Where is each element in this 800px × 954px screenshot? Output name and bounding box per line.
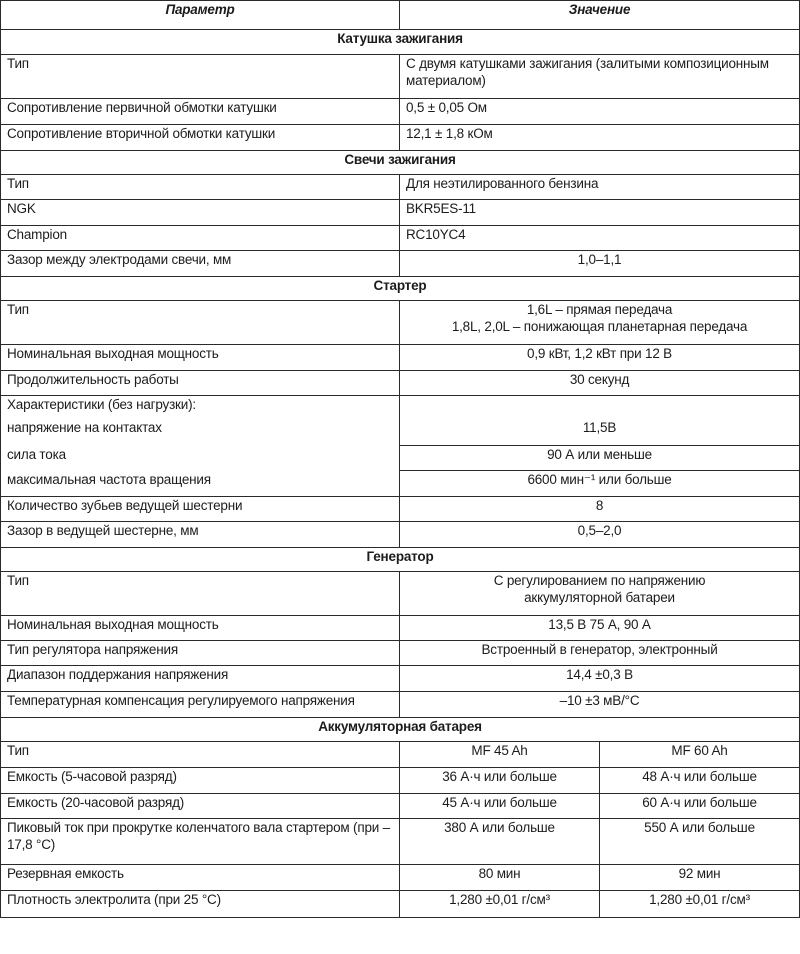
starter-rpm-label: максимальная частота вращения	[1, 471, 400, 497]
battery-cap5-a: 36 А·ч или больше	[400, 768, 600, 794]
coil-primary-value: 0,5 ± 0,05 Ом	[400, 99, 800, 125]
battery-cap20-label: Емкость (20-часовой разряд)	[1, 794, 400, 819]
coil-primary-label: Сопротивление первичной обмотки катушки	[1, 99, 400, 125]
plugs-champion-value: RC10YC4	[400, 226, 800, 251]
battery-cap20-b: 60 А·ч или больше	[600, 794, 800, 819]
table-row	[1, 200, 800, 226]
battery-cap20-a: 45 А·ч или больше	[400, 794, 600, 819]
battery-peak-a: 380 А или больше	[400, 819, 600, 865]
starter-teeth-label: Количество зубьев ведущей шестерни	[1, 497, 400, 522]
table-row	[1, 251, 800, 277]
plugs-type-label: Тип	[1, 175, 400, 200]
battery-reserve-label: Резервная емкость	[1, 865, 400, 891]
starter-power-value: 0,9 кВт, 1,2 кВт при 12 В	[400, 345, 800, 371]
table-row	[1, 446, 800, 471]
table-row	[1, 572, 800, 616]
starter-gear-gap-value: 0,5–2,0	[400, 522, 800, 548]
battery-type-a: MF 45 Ah	[400, 742, 600, 768]
section-battery-title: Аккумуляторная батарея	[1, 718, 800, 742]
battery-reserve-a: 80 мин	[400, 865, 600, 891]
starter-gear-gap-label: Зазор в ведущей шестерне, мм	[1, 522, 400, 548]
table-row	[1, 865, 800, 891]
coil-type-label: Тип	[1, 55, 400, 99]
header-value: Значение	[400, 1, 800, 30]
starter-type-value	[400, 301, 800, 345]
table-row	[1, 891, 800, 918]
starter-type-value-line2: 1,8L, 2,0L – понижающая планетарная передача	[451, 319, 748, 334]
starter-voltage-value: 11,5В	[400, 419, 800, 446]
plugs-ngk-label: NGK	[1, 200, 400, 226]
section-coil-title: Катушка зажигания	[1, 30, 800, 55]
generator-temp-label: Температурная компенсация регулируемого напряжения	[1, 692, 400, 718]
generator-temp-value: –10 ±3 мВ/°С	[400, 692, 800, 718]
battery-type-label: Тип	[1, 742, 400, 768]
generator-power-label: Номинальная выходная мощность	[1, 616, 400, 641]
starter-duration-label: Продолжительность работы	[1, 371, 400, 396]
starter-teeth-value: 8	[400, 497, 800, 522]
table-row	[1, 768, 800, 794]
starter-type-value-line1: 1,6L – прямая передача	[526, 302, 673, 317]
header-row	[1, 1, 800, 30]
section-row	[1, 30, 800, 55]
table-row	[1, 226, 800, 251]
table-row	[1, 641, 800, 666]
coil-type-value: С двумя катушками зажигания (залитыми композиционным материалом)	[400, 55, 800, 99]
table-row	[1, 522, 800, 548]
generator-type-value: С регулированием по напряжению аккумуляторной батареи	[400, 572, 800, 616]
section-row	[1, 548, 800, 572]
generator-range-value: 14,4 ±0,3 В	[400, 666, 800, 692]
plugs-gap-value: 1,0–1,1	[400, 251, 800, 277]
section-row	[1, 718, 800, 742]
battery-density-label: Плотность электролита (при 25 °С)	[1, 891, 400, 918]
plugs-gap-label: Зазор между электродами свечи, мм	[1, 251, 400, 277]
starter-noload-empty	[400, 396, 800, 419]
table-row	[1, 371, 800, 396]
battery-type-b: MF 60 Ah	[600, 742, 800, 768]
starter-duration-value: 30 секунд	[400, 371, 800, 396]
battery-cap5-b: 48 А·ч или больше	[600, 768, 800, 794]
starter-voltage-label: напряжение на контактах	[1, 419, 400, 446]
table-row	[1, 99, 800, 125]
generator-regulator-label: Тип регулятора напряжения	[1, 641, 400, 666]
section-starter-title: Стартер	[1, 277, 800, 301]
section-row	[1, 277, 800, 301]
plugs-type-value: Для неэтилированного бензина	[400, 175, 800, 200]
starter-current-label: сила тока	[1, 446, 400, 471]
battery-density-b: 1,280 ±0,01 г/см³	[600, 891, 800, 918]
plugs-champion-label: Champion	[1, 226, 400, 251]
table-row	[1, 396, 800, 419]
table-row	[1, 794, 800, 819]
generator-power-value: 13,5 В 75 А, 90 А	[400, 616, 800, 641]
section-row	[1, 151, 800, 175]
battery-reserve-b: 92 мин	[600, 865, 800, 891]
table-row	[1, 301, 800, 345]
table-row	[1, 345, 800, 371]
table-row	[1, 55, 800, 99]
table-row	[1, 742, 800, 768]
plugs-ngk-value: BKR5ES-11	[400, 200, 800, 226]
starter-power-label: Номинальная выходная мощность	[1, 345, 400, 371]
battery-peak-b: 550 А или больше	[600, 819, 800, 865]
table-row	[1, 616, 800, 641]
generator-regulator-value: Встроенный в генератор, электронный	[400, 641, 800, 666]
table-row	[1, 419, 800, 446]
table-row	[1, 692, 800, 718]
generator-range-label: Диапазон поддержания напряжения	[1, 666, 400, 692]
starter-rpm-value: 6600 мин⁻¹ или больше	[400, 471, 800, 497]
table-row	[1, 497, 800, 522]
starter-current-value: 90 А или меньше	[400, 446, 800, 471]
coil-secondary-label: Сопротивление вторичной обмотки катушки	[1, 125, 400, 151]
battery-cap5-label: Емкость (5-часовой разряд)	[1, 768, 400, 794]
header-param: Параметр	[1, 1, 400, 30]
table-row	[1, 175, 800, 200]
battery-peak-label: Пиковый ток при прокрутке коленчатого вала стартером (при –17,8 °С)	[1, 819, 400, 865]
section-generator-title: Генератор	[1, 548, 800, 572]
coil-secondary-value: 12,1 ± 1,8 кОм	[400, 125, 800, 151]
table-row	[1, 125, 800, 151]
table-row	[1, 819, 800, 865]
starter-type-label: Тип	[1, 301, 400, 345]
starter-noload-label: Характеристики (без нагрузки):	[1, 396, 400, 419]
generator-type-label: Тип	[1, 572, 400, 616]
battery-density-a: 1,280 ±0,01 г/см³	[400, 891, 600, 918]
table-row	[1, 471, 800, 497]
section-plugs-title: Свечи зажигания	[1, 151, 800, 175]
table-row	[1, 666, 800, 692]
